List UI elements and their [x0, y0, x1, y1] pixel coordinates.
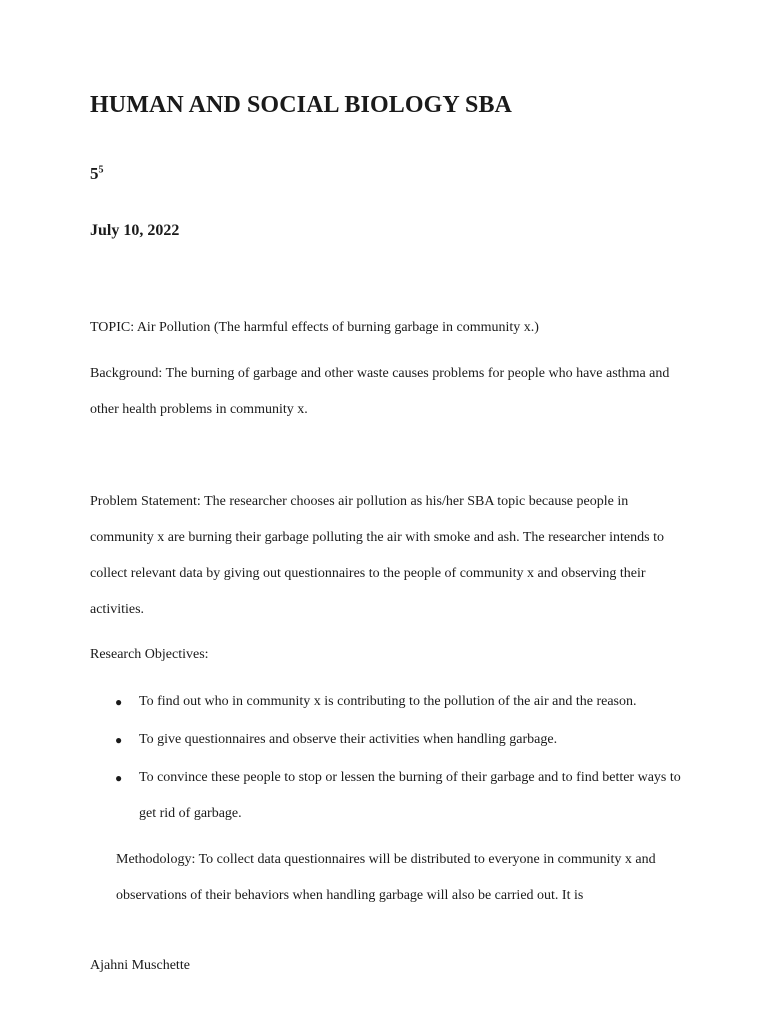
background-paragraph: Background: The burning of garbage and other waste causes problems for people who have asthma and other health problems in community x.	[90, 366, 670, 417]
research-objectives-list	[90, 684, 690, 834]
methodology-paragraph: Methodology: To collect data questionnaires will be distributed to everyone in community x and observations of their behaviors when handling garbage will also be carried out. It is	[116, 852, 656, 903]
bullet-icon: ●	[115, 771, 123, 785]
class-superscript: 5	[98, 164, 104, 176]
document-title: HUMAN AND SOCIAL BIOLOGY SBA	[90, 92, 512, 118]
topic-paragraph: TOPIC: Air Pollution (The harmful effects of burning garbage in community x.)	[90, 320, 539, 335]
footer-author: Ajahni Muschette	[90, 958, 190, 973]
class-label	[90, 164, 104, 184]
objective-text: To convince these people to stop or lessen the burning of their garbage and to find better ways to get rid of garbage.	[139, 770, 681, 821]
list-item	[90, 684, 690, 720]
bullet-icon: ●	[115, 695, 123, 709]
bullet-icon: ●	[115, 733, 123, 747]
list-item	[90, 722, 690, 758]
objective-text: To find out who in community x is contributing to the pollution of the air and the reason.	[139, 694, 637, 709]
list-item	[90, 760, 690, 832]
class-number: 5	[90, 164, 99, 183]
research-objectives-heading: Research Objectives:	[90, 647, 209, 662]
document-date: July 10, 2022	[90, 222, 180, 239]
problem-statement-paragraph: Problem Statement: The researcher chooses air pollution as his/her SBA topic because people in community x are burning their garbage polluting the air with smoke and ash. The researcher intends to collect relevant data by giving out questionnaires to the people of community x and observing their activities.	[90, 494, 664, 617]
objective-text: To give questionnaires and observe their activities when handling garbage.	[139, 732, 558, 747]
